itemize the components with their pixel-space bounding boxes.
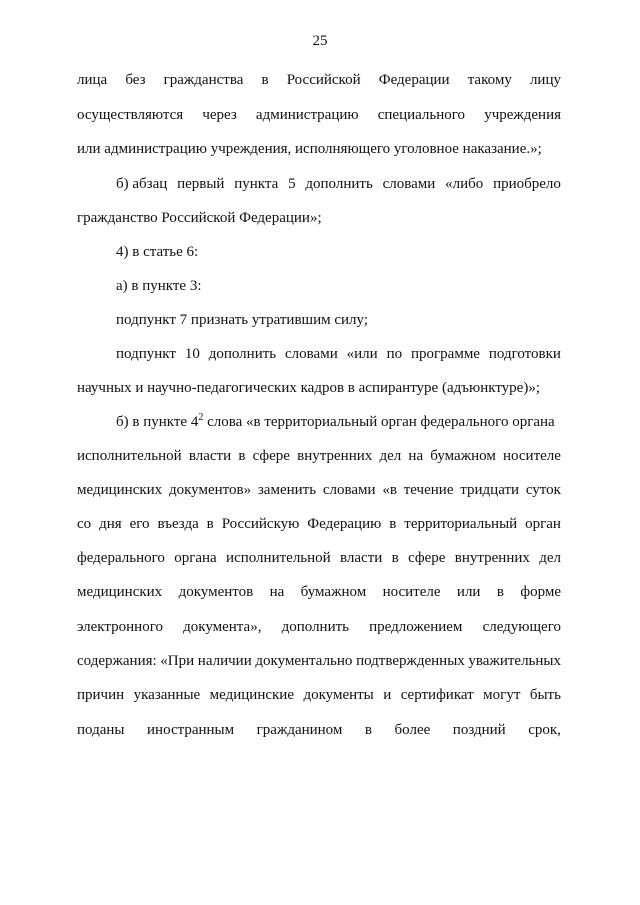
word: со	[77, 516, 92, 532]
word: следующего	[482, 619, 561, 635]
word: внутренних	[297, 448, 373, 464]
text-line-7: а) в пункте 3:	[116, 278, 202, 294]
word: содержания:	[77, 653, 157, 669]
word: «или	[346, 346, 378, 362]
word: въезда	[157, 516, 199, 532]
word: осуществляются	[77, 107, 184, 123]
word: Федерацию	[307, 516, 382, 532]
word: сфере	[408, 550, 446, 566]
word: документально	[255, 653, 353, 669]
word: электронного	[77, 619, 163, 635]
word: в	[261, 72, 269, 88]
word: могут	[483, 687, 521, 703]
text-line-18	[77, 651, 561, 671]
text-line-10: научных и научно-педагогических кадров в аспирантуре (адъюнктуре)»;	[77, 380, 541, 396]
word: заменить	[257, 482, 317, 498]
word: исполнительной	[77, 448, 182, 464]
word: наличии	[197, 653, 252, 669]
superscript: 2	[198, 412, 204, 423]
text-line-8: подпункт 7 признать утратившим силу;	[116, 312, 368, 328]
word: форме	[520, 584, 561, 600]
word: такому	[467, 72, 512, 88]
word: суток	[525, 482, 561, 498]
word: в	[206, 516, 214, 532]
text-line-13	[77, 480, 561, 500]
word: быть	[529, 687, 561, 703]
word: на	[408, 448, 424, 464]
word: администрацию	[255, 107, 359, 123]
word: в	[496, 584, 504, 600]
word: подтвержденных	[356, 653, 465, 669]
word: 10	[184, 346, 200, 362]
word: федерального	[77, 550, 165, 566]
word: территориальный	[404, 516, 518, 532]
word: Федерации	[378, 72, 450, 88]
text-line-2	[77, 105, 561, 125]
text-line-5: гражданство Российской Федерации»;	[77, 210, 322, 226]
word: подготовки	[488, 346, 561, 362]
word: причин	[77, 687, 125, 703]
word: на	[269, 584, 285, 600]
word: словами	[382, 176, 436, 192]
word: «либо	[445, 176, 484, 192]
word: дополнить	[281, 619, 350, 635]
word: дня	[99, 516, 122, 532]
word: исполнительной	[226, 550, 331, 566]
word: «в	[382, 482, 397, 498]
word: в	[389, 516, 397, 532]
word: власти	[188, 448, 232, 464]
word: словами	[322, 482, 376, 498]
word: медицинских	[77, 584, 163, 600]
word: через	[202, 107, 237, 123]
word: носителе	[503, 448, 561, 464]
word: указанные	[133, 687, 201, 703]
word: Российскую	[221, 516, 300, 532]
word: в	[391, 550, 399, 566]
word: более	[394, 722, 431, 738]
word: орган	[525, 516, 561, 532]
word: власти	[340, 550, 383, 566]
text-line-11-after: слова «в территориальный орган федерального органа	[203, 414, 555, 430]
text-line-15	[77, 548, 561, 568]
word: в	[364, 722, 373, 738]
word: поданы	[77, 722, 125, 738]
word: предложением	[369, 619, 463, 635]
word: дел	[379, 448, 402, 464]
word: гражданином	[256, 722, 343, 738]
word: программе	[410, 346, 480, 362]
word: б) абзац	[116, 176, 168, 192]
word: или	[456, 584, 481, 600]
word: уважительных	[468, 653, 561, 669]
word: Российской	[286, 72, 361, 88]
word: бумажном	[430, 448, 496, 464]
word: приобрело	[493, 176, 561, 192]
word: тридцати	[460, 482, 520, 498]
word: гражданства	[163, 72, 244, 88]
page-number: 25	[312, 33, 328, 49]
text-line-6: 4) в статье 6:	[116, 244, 199, 260]
word: поздний	[452, 722, 506, 738]
word: течение	[403, 482, 454, 498]
word: бумажном	[300, 584, 367, 600]
word: лица	[77, 72, 108, 88]
word: сертификат	[400, 687, 474, 703]
text-line-1	[77, 70, 561, 90]
word: по	[386, 346, 403, 362]
word: иностранным	[147, 722, 235, 738]
text-line-11	[116, 412, 561, 432]
text-line-9	[116, 344, 561, 364]
word: срок,	[528, 722, 561, 738]
word: носителе	[382, 584, 441, 600]
text-line-14	[77, 514, 561, 534]
word: без	[125, 72, 146, 88]
text-line-4	[116, 174, 561, 194]
text-line-12	[77, 446, 561, 466]
text-line-19	[77, 685, 561, 705]
word: его	[129, 516, 150, 532]
word: словами	[285, 346, 338, 362]
word: медицинские	[209, 687, 294, 703]
word: пункта	[234, 176, 279, 192]
word: «При	[160, 653, 195, 669]
word: документы	[303, 687, 374, 703]
word: документа»,	[183, 619, 262, 635]
text-line-20	[77, 720, 561, 740]
word: лицу	[529, 72, 561, 88]
text-line-11-before: б) в пункте 4	[116, 414, 199, 430]
word: дополнить	[305, 176, 373, 192]
word: специального	[377, 107, 466, 123]
word: первый	[177, 176, 225, 192]
word: внутренних	[454, 550, 530, 566]
word: дополнить	[208, 346, 277, 362]
word: документов»	[168, 482, 252, 498]
word: органа	[174, 550, 217, 566]
word: и	[383, 687, 392, 703]
text-line-16	[77, 582, 561, 602]
word: в	[238, 448, 246, 464]
word: медицинских	[77, 482, 163, 498]
word: подпункт	[116, 346, 176, 362]
word: 5	[288, 176, 296, 192]
word: дел	[539, 550, 561, 566]
word: документов	[178, 584, 254, 600]
text-line-3: или администрацию учреждения, исполняющего уголовное наказание.»;	[77, 141, 542, 157]
word: учреждения	[484, 107, 561, 123]
word: сфере	[252, 448, 290, 464]
text-line-17	[77, 617, 561, 637]
